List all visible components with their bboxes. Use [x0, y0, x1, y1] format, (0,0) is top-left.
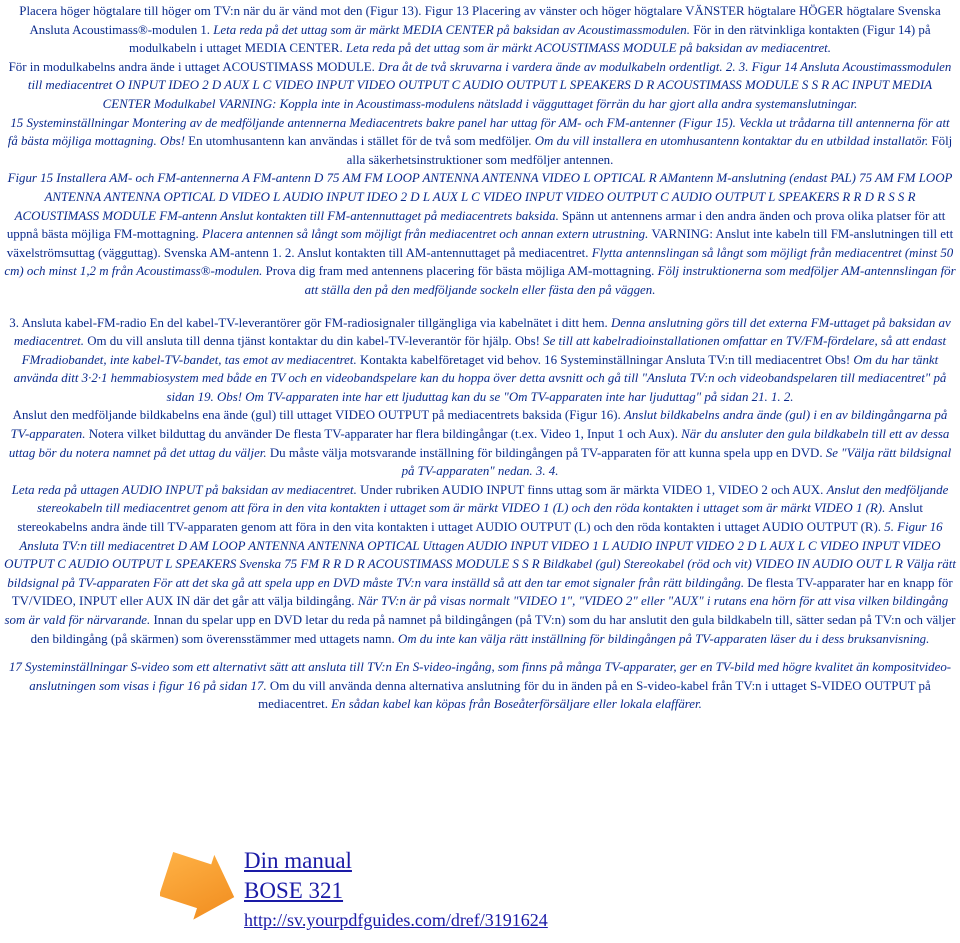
text-segment: VARNING: Anslut inte kabeln till FM-anslutningen till ett växelströmsuttag (vägguttag). Svenska AM-antenn 1. 2. Anslut kontakten till AM-antennuttaget på mediacentret. [6, 227, 954, 260]
text-segment: Om du inte kan välja rätt inställning för bildingången på TV-apparaten läser du i dess bruksanvisning. [397, 631, 930, 646]
footer-links [244, 846, 548, 932]
text-segment: De flesta TV-apparater har en knapp för TV/VIDEO, INPUT eller AUX IN där det går att välja bildingång. [11, 575, 953, 609]
text-segment: Om du vill använda denna alternativa anslutning för du in änden på en S-video-kabel från TV:n i uttaget S-VIDEO OUTPUT på mediacentret. [258, 678, 931, 712]
text-segment: Notera vilket bilduttag du använder De flesta TV-apparater har flera bildingångar (t.ex. Video 1, Input 1 och Aux). [88, 427, 682, 442]
text-segment: Innan du spelar upp en DVD letar du reda på namnet på bildingången (på TV:n) som du har anslutit den gula bildkabeln till, sätter sedan på TV:n och väljer den bildingång (på skärmen) som överensstämmer med uttagets namn. [30, 613, 956, 646]
text-segment: Spänn ut antennens armar i den andra änden och prova olika platser för att uppnå bästa möjliga FM-mottagning. [6, 208, 946, 242]
text-segment: 5. Figur 16 Ansluta TV:n till mediacentret D AM LOOP ANTENNA ANTENNA OPTICAL Uttagen AUDIO INPUT VIDEO 1 L AUDIO INPUT VIDEO 2 D L AUX L C VIDEO INPUT VIDEO OUTPUT C AUDIO OUTPUT L SPEAKERS Svenska 75 FM R R D R ACOUSTIMASS MODULE S S R Bildkabel (gul) Stereokabel (röd och vit) VIDEO IN AUDIO OUT L R Välja rätt bildsignal på TV-apparaten För att det ska gå att spela upp en DVD måste TV:n vara inställd så att den tar emot signaler från rätt bildingång. [4, 520, 956, 590]
text-segment: Se "Välja rätt bildsignal på TV-apparaten" nedan. 3. 4. [401, 445, 952, 479]
text-segment: Om du vill installera en utomhusantenn kontaktar du en utbildad installatör. [534, 134, 932, 149]
text-segment: Se till att kabelradioinstallationen omfattar en TV/FM-fördelare, så att endast FMradiobandet, inte kabel-TV-bandet, tas emot av mediacentret. [21, 334, 947, 367]
paragraph-antennas [4, 114, 956, 170]
paragraph-speakers [4, 2, 956, 58]
text-segment: Placera höger högtalare till höger om TV:n när du är vänd mot den (Figur 13). Figur 13 Placering av vänster och höger högtalare VÄNSTER högtalare HÖGER högtalare Svenska Ansluta Acoustimass®-modulen 1. [19, 4, 941, 37]
text-segment: Prova dig fram med antennens placering för bästa möjliga AM-mottagning. [265, 264, 658, 279]
text-segment: En sådan kabel kan köpas från Boseåterförsäljare eller lokala elaffärer. [331, 697, 702, 712]
spacer [4, 648, 956, 658]
text-segment: 3. Ansluta kabel-FM-radio En del kabel-TV-leverantörer gör FM-radiosignaler tillgängliga via kabelnätet i ditt hem. [9, 315, 611, 330]
arrow-icon [160, 852, 238, 924]
product-link[interactable]: BOSE 321 [244, 878, 344, 903]
text-segment: För in modulkabelns andra ände i uttaget ACOUSTIMASS MODULE. [8, 59, 379, 74]
text-segment: Flytta antennslingan så långt som möjligt från mediacentret (minst 50 cm) och minst 1,2 m från Acoustimass®-modulen. [4, 245, 954, 279]
text-segment: Anslut bildkabelns andra ände (gul) i en av bildingångarna på TV-apparaten. [10, 408, 948, 442]
text-segment: Kontakta kabelföretaget vid behov. 16 Systeminställningar Ansluta TV:n till mediacentret Obs! [359, 352, 854, 367]
manual-footer [160, 846, 660, 938]
text-segment: Anslut den medföljande bildkabelns ena ände (gul) till uttaget VIDEO OUTPUT på mediacentrets baksida (Figur 16). [12, 408, 624, 423]
manual-link[interactable]: Din manual [244, 848, 352, 873]
text-segment: Leta reda på det uttag som är märkt MEDIA CENTER på baksidan av Acoustimassmodulen. [213, 22, 694, 37]
text-segment: Under rubriken AUDIO INPUT finns uttag som är märkta VIDEO 1, VIDEO 2 och AUX. [360, 482, 827, 497]
text-segment: Anslut den medföljande stereokabeln till mediacentret genom att föra in den vita kontakten i uttaget som är märkt VIDEO 1 (L) och den röda kontakten i uttaget som är märkt VIDEO 1 (R). [37, 482, 949, 516]
text-segment: Om du har tänkt använda ditt 3·2·1 hemmabiosystem med både en TV och en videobandspelare kan du hoppa över detta avsnitt och gå till "Ansluta TV:n och videobandspelaren till mediacentret" på sidan 19. Obs! Om TV-apparaten inte har ett ljuduttag kan du se "Om TV-apparaten inte har ljuduttag" på sidan 21. 1. 2. [13, 352, 947, 404]
text-segment: För in den rätvinkliga kontakten (Figur 14) på modulkabeln i uttaget MEDIA CENTER. [129, 22, 931, 56]
text-segment: Leta reda på det uttag som är märkt ACOUSTIMASS MODULE på baksidan av mediacentret. [345, 41, 831, 56]
text-segment: 15 Systeminställningar Montering av de medföljande antennerna Mediacentrets bakre panel har uttag för AM- och FM-antenner (Figur 15). Veckla ut trådarna till antennerna för att få bästa möjliga mottagning. Obs! [7, 115, 950, 149]
text-segment: Om du vill ansluta till denna tjänst kontaktar du din kabel-TV-leverantör för hjälp. Obs! [87, 334, 544, 349]
paragraph-s-video [4, 658, 956, 714]
text-segment: Följ instruktionerna som medföljer AM-antennslingan för att ställa den på den medföljande sockeln eller fästa den på väggen. [304, 264, 956, 297]
text-segment: En utomhusantenn kan användas i stället för de två som medföljer. [188, 134, 535, 149]
paragraph-video-cable [4, 406, 956, 480]
text-segment: Placera antennen så långt som möjligt från mediacentret och annan extern utrustning. [201, 227, 652, 242]
paragraph-module [4, 58, 956, 114]
text-segment: Du måste välja motsvarande inställning för bildingången på TV-apparaten för att kunna spela upp en DVD. [269, 445, 826, 460]
text-segment: Figur 15 Installera AM- och FM-antennerna A FM-antenn D 75 AM FM LOOP ANTENNA ANTENNA VIDEO L OPTICAL R AMantenn M-anslutning (endast PAL) 75 AM FM LOOP ANTENNA ANTENNA OPTICAL D VIDEO L AUDIO INPUT IDEO 2 D L AUX L C VIDEO INPUT VIDEO OUTPUT C AUDIO OUTPUT L SPEAKERS R R D R S S R ACOUSTIMASS MODULE FM-antenn Anslut kontakten till FM-antennuttaget på mediacentrets baksida. [7, 171, 953, 223]
text-segment: När du ansluter den gula bildkabeln till ett av dessa uttag bör du notera namnet på det uttag du väljer. [8, 427, 950, 460]
text-segment: 17 Systeminställningar S-video som ett alternativt sätt att ansluta till TV:n En S-video-ingång, som finns på många TV-apparater, ger en TV-bild med högre kvalitet än kompositvideo-anslutningen som visas i figur 16 på sidan 17. [8, 660, 952, 693]
paragraph-cable-fm [4, 314, 956, 407]
text-segment: Leta reda på uttagen AUDIO INPUT på baksidan av mediacentret. [11, 482, 361, 497]
url-link[interactable]: http://sv.yourpdfguides.com/dref/3191624 [244, 910, 548, 930]
text-segment: Denna anslutning görs till det externa FM-uttaget på baksidan av mediacentret. [13, 315, 951, 349]
text-segment: När TV:n är på visas normalt "VIDEO 1", "VIDEO 2" eller "AUX" i rutans ena hörn för att visa vilken bildingång som är vald för närvarande. [4, 594, 949, 627]
spacer [4, 300, 956, 314]
text-segment: Följ alla säkerhetsinstruktioner som medföljer antennen. [346, 134, 953, 167]
paragraph-audio-input [4, 481, 956, 648]
manual-text [4, 2, 956, 714]
paragraph-figure-15 [4, 169, 956, 299]
text-segment: Anslut stereokabelns andra ände till TV-apparaten genom att föra in den vita kontakten i uttaget AUDIO OUTPUT (L) och den röda kontakten i uttaget AUDIO OUTPUT (R). [17, 501, 923, 535]
text-segment: Dra åt de två skruvarna i vardera ände av modulkabeln ordentligt. 2. 3. Figur 14 Ansluta Acoustimassmodulen till mediacentret O INPUT IDEO 2 D AUX L C VIDEO INPUT VIDEO OUTPUT C AUDIO OUTPUT L SPEAKERS D R ACOUSTIMASS MODULE S S R AC INPUT MEDIA CENTER Modulkabel VARNING: Koppla inte in Acoustimass-modulens nätsladd i vägguttaget förrän du har gjort alla andra systemanslutningar. [27, 59, 952, 111]
